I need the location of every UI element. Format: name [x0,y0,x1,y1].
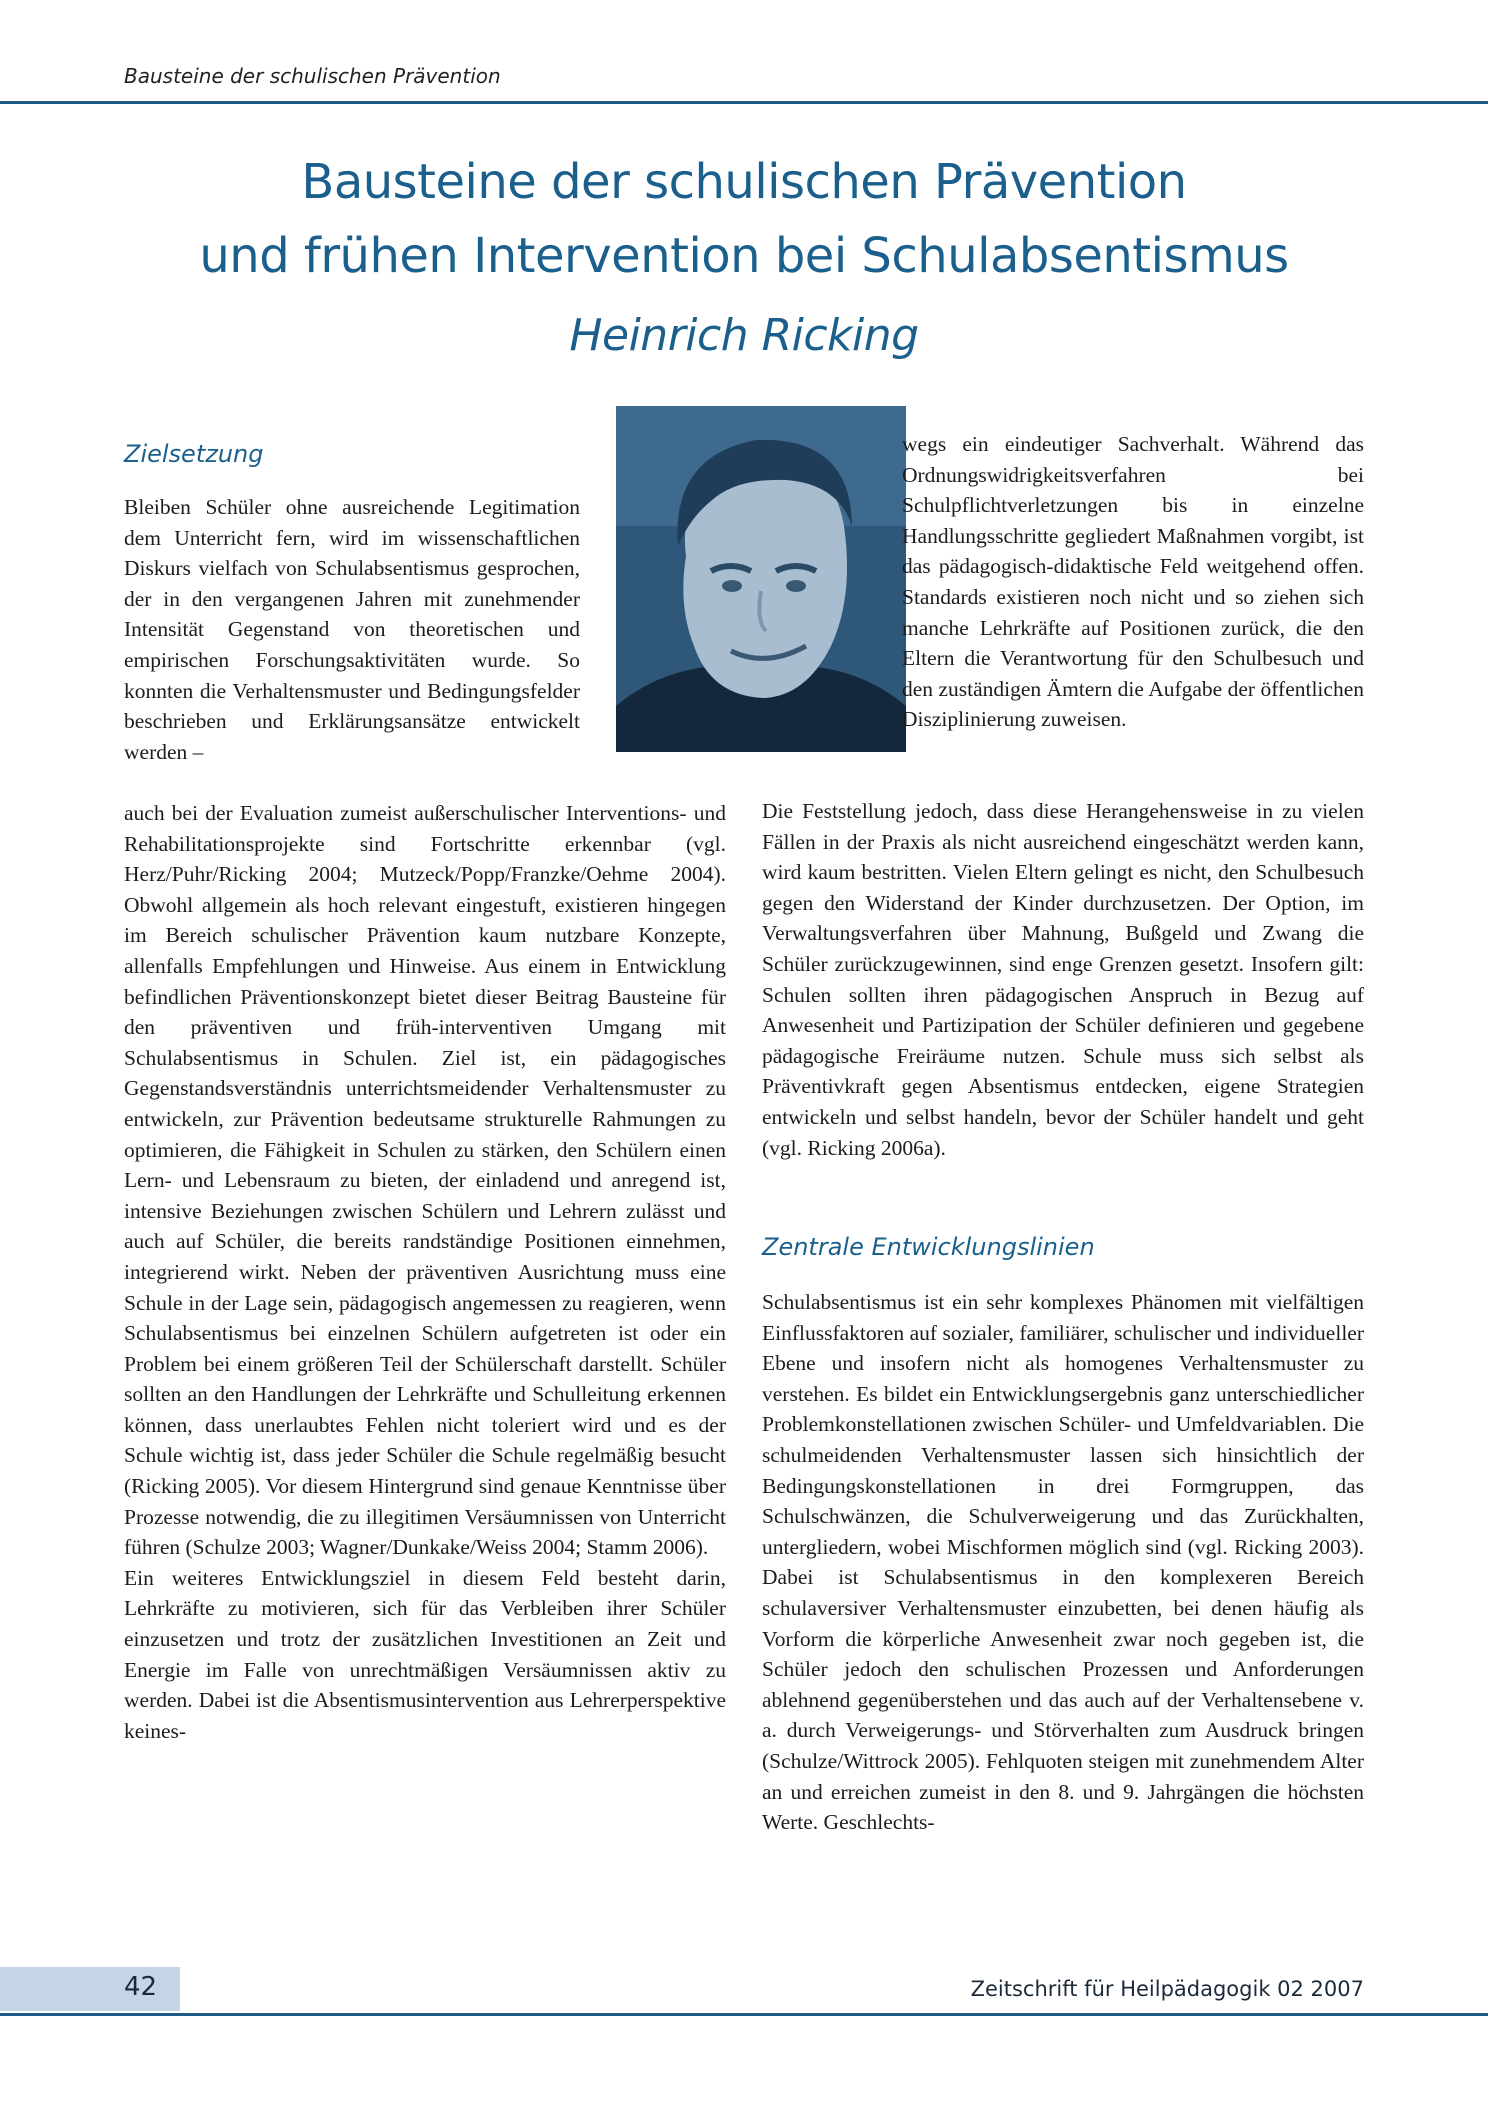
paragraph: Bleiben Schüler ohne ausreichende Legitimation dem Unterricht fern, wird im wissenschaftlichen Diskurs vielfach von Schulabsentismus gesprochen, der in den vergangenen Jahren mit zunehmender Intensität Gegenstand von theoretischen und empirischen Forschungsaktivitäten wurde. So konnten die Verhaltensmuster und Bedingungsfelder beschrieben und Erklärungsansätze entwickelt werden – [124,495,580,764]
paragraph: Die Feststellung jedoch, dass diese Herangehensweise in zu vielen Fällen in der Praxis als nicht ausreichend eingeschätzt werden kann, wird kaum bestritten. Vielen Eltern gelingt es nicht, den Schulbesuch gegen den Widerstand der Kinder durchzusetzen. Der Option, im Verwaltungsverfahren über Mahnung, Bußgeld und Zwang die Schüler zurückzugewinnen, sind enge Grenzen gesetzt. Insofern gilt: Schulen sollten ihren pädagogischen Anspruch in Bezug auf Anwesenheit und Partizipation der Schüler definieren und gegebene pädagogische Freiräume nutzen. Schule muss sich selbst als Präventivkraft gegen Absentismus entdecken, eigene Strategien entwickeln und selbst handeln, bevor der Schüler handelt und geht (vgl. Ricking 2006a). [762,799,1364,1160]
page-number: 42 [124,1972,158,2002]
body-column-left-top [124,492,580,767]
section-heading-zentrale-entwicklungslinien: Zentrale Entwicklungslinien [762,1233,1095,1261]
author-name: Heinrich Ricking [569,310,919,361]
body-column-right-lower [762,1287,1364,1838]
paragraph: auch bei der Evaluation zumeist außerschulischer Interventions- und Rehabilitationsprojekte sind Fortschritte erkennbar (vgl. Herz/Puhr/Ricking 2004; Mutzeck/Popp/Franzke/Oehme 2004). Obwohl allgemein als hoch relevant eingestuft, existieren hingegen im Bereich schulischer Prävention kaum nutzbare Konzepte, allenfalls Empfehlungen und Hinweise. Aus einem in Entwicklung befindlichen Präventionskonzept bietet dieser Beitrag Bausteine für den präventiven und früh-interventiven Umgang mit Schulabsentismus in Schulen. Ziel ist, ein pädagogisches Gegenstandsverständnis unterrichtsmeidender Verhaltensmuster zu entwickeln, zur Prävention bedeutsame strukturelle Rahmungen zu optimieren, die Fähigkeit in Schulen zu stärken, den Schülern einen Lern- und Lebensraum zu bieten, der einladend und anregend ist, intensive Beziehungen zwischen Schülern und Lehrern zulässt und auch auf Schüler, die bereits randständige Positionen einnehmen, integrierend wirkt. Neben der präventiven Ausrichtung muss eine Schule in der Lage sein, pädagogisch angemessen zu reagieren, wenn Schulabsentismus bei einzelnen Schülern aufgetreten ist oder ein Problem bei einem größeren Teil der Schülerschaft darstellt. Schüler sollten an den Handlungen der Lehrkräfte und Schulleitung erkennen können, dass unerlaubtes Fehlen nicht toleriert wird und es der Schule wichtig ist, dass jeder Schüler die Schule regelmäßig besucht (Ricking 2005). Vor diesem Hintergrund sind genaue Kenntnisse über Prozesse notwendig, die zu illegitimen Versäumnissen von Unterricht führen (Schulze 2003; Wagner/Dunkake/Weiss 2004; Stamm 2006). [124,801,726,1560]
paragraph: wegs ein eindeutiger Sachverhalt. Während das Ordnungswidrigkeitsverfahren bei Schulpflichtverletzungen bis in einzelne Handlungsschritte gegliedert Maßnahmen vorgibt, ist das pädagogisch-didaktische Feld weitgehend offen. Standards existieren noch nicht und so ziehen sich manche Lehrkräfte auf Positionen zurück, die den Eltern die Verantwortung für den Schulbesuch und den zuständigen Ämtern die Aufgabe der öffentlichen Disziplinierung zuweisen. [902,432,1364,732]
section-heading-zielsetzung: Zielsetzung [124,440,264,468]
author-portrait-image [616,406,906,752]
journal-citation: Zeitschrift für Heilpädagogik 02 2007 [970,1977,1364,2001]
author-photo [616,406,906,752]
footer-rule [0,2013,1488,2016]
paragraph: Schulabsentismus ist ein sehr komplexes Phänomen mit vielfältigen Einflussfaktoren auf sozialer, familiärer, schulischer und individueller Ebene und insofern nicht als homogenes Verhaltensmuster zu verstehen. Es bildet ein Entwicklungsergebnis ganz unterschiedlicher Problemkonstellationen zwischen Schüler- und Umfeldvariablen. Die schulmeidenden Verhaltensmuster lassen sich hinsichtlich der Bedingungskonstellationen in drei Formgruppen, das Schulschwänzen, die Schulverweigerung und das Zurückhalten, untergliedern, wobei Mischformen möglich sind (vgl. Ricking 2003). Dabei ist Schulabsentismus in den komplexeren Bereich schulaversiver Verhaltensmuster einzubetten, bei denen häufig als Vorform die körperliche Anwesenheit zwar noch gegeben ist, die Schüler jedoch den schulischen Prozessen und Anforderungen ablehnend gegenüberstehen und das auch auf der Verhaltensebene v. a. durch Verweigerungs- und Störverhalten zum Ausdruck bringen (Schulze/Wittrock 2005). Fehlquoten steigen mit zunehmendem Alter an und erreichen zumeist in den 8. und 9. Jahrgängen die höchsten Werte. Geschlechts- [762,1290,1364,1835]
body-column-right [762,796,1364,1163]
header-rule [0,101,1488,104]
article-title [0,145,1488,293]
title-line-1: Bausteine der schulischen Prävention [301,154,1187,210]
body-column-left [124,798,726,1746]
title-line-2: und frühen Intervention bei Schulabsentismus [199,228,1289,284]
body-column-right-top [902,429,1364,735]
running-head: Bausteine der schulischen Prävention [124,64,501,88]
paragraph: Ein weiteres Entwicklungsziel in diesem Feld besteht darin, Lehrkräfte zu motivieren, sich für das Verbleiben ihrer Schüler einzusetzen und trotz der zusätzlichen Investitionen an Zeit und Energie im Falle von unrechtmäßigen Versäumnissen aktiv zu werden. Dabei ist die Absentismusintervention aus Lehrerperspektive keines- [124,1565,726,1743]
